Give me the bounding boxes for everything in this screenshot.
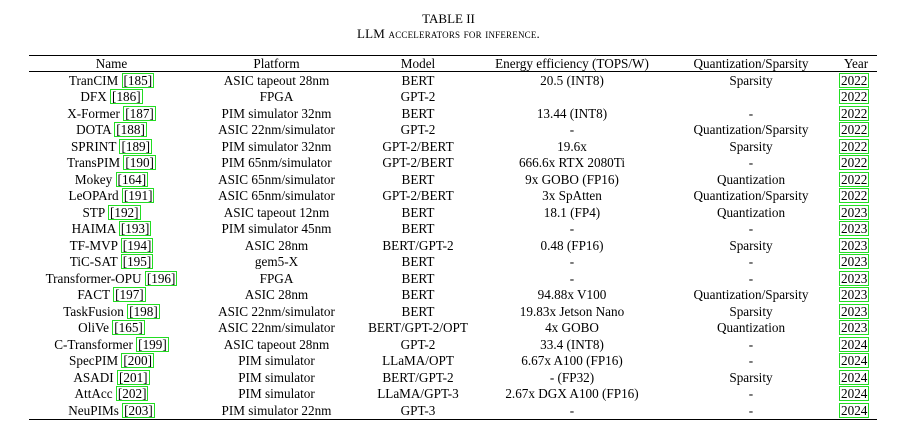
- table-row: [29, 72, 877, 89]
- cell-quantization-sparsity: -: [748, 105, 754, 121]
- citation-link[interactable]: [185]: [123, 72, 153, 88]
- cell-energy-efficiency: -: [569, 221, 575, 237]
- cell-quantization-sparsity: Sparsity: [729, 72, 773, 88]
- table-row: [29, 303, 877, 320]
- year-link[interactable]: 2022: [841, 155, 868, 171]
- cell-quantization-sparsity: Quantization: [716, 320, 786, 336]
- cell-name: [29, 287, 194, 304]
- cell-platform: ASIC 65nm/simulator: [218, 188, 335, 204]
- header-name: Name: [29, 56, 194, 72]
- table-row: [29, 254, 877, 271]
- cell-year: [835, 270, 877, 287]
- cell-energy-efficiency: 2.67x DGX A100 (FP16): [505, 386, 639, 402]
- cell-year: [835, 89, 877, 106]
- year-link[interactable]: 2023: [841, 303, 868, 319]
- cell-model: GPT-2: [400, 336, 436, 352]
- year-link[interactable]: 2024: [841, 386, 868, 402]
- year-link[interactable]: 2023: [841, 320, 868, 336]
- cell-model: GPT-2/BERT: [382, 138, 454, 154]
- accelerator-name: OliVe: [78, 320, 109, 336]
- cell-quantization-sparsity: -: [748, 336, 754, 352]
- cell-quantization-sparsity: Sparsity: [729, 369, 773, 385]
- cell-energy-efficiency: 0.48 (FP16): [540, 237, 604, 253]
- citation-link[interactable]: [202]: [117, 386, 147, 402]
- citation-link[interactable]: [195]: [122, 254, 152, 270]
- cell-model: GPT-2: [400, 122, 436, 138]
- cell-year: [835, 353, 877, 370]
- cell-energy-efficiency: 666.6x RTX 2080Ti: [518, 155, 626, 171]
- year-link[interactable]: 2022: [841, 105, 868, 121]
- cell-model: BERT/GPT-2: [382, 369, 454, 385]
- table-row: [29, 122, 877, 139]
- cell-platform: PIM simulator 22nm: [221, 402, 332, 418]
- year-link[interactable]: 2023: [841, 221, 868, 237]
- cell-name: [29, 369, 194, 386]
- year-link[interactable]: 2022: [841, 188, 868, 204]
- table-row: [29, 138, 877, 155]
- table-row: [29, 320, 877, 337]
- citation-link[interactable]: [187]: [125, 105, 154, 121]
- cell-model: BERT/GPT-2/OPT: [368, 320, 468, 336]
- accelerator-name: TiC-SAT: [69, 254, 118, 270]
- cell-year: [835, 336, 877, 353]
- cell-energy-efficiency: 19.83x Jetson Nano: [519, 303, 625, 319]
- year-link[interactable]: 2024: [841, 336, 868, 352]
- table-header-row: [29, 56, 877, 72]
- citation-link[interactable]: [199]: [138, 336, 167, 352]
- accelerator-name: TF-MVP: [69, 237, 118, 253]
- cell-name: [29, 89, 194, 106]
- cell-quantization-sparsity: -: [748, 221, 754, 237]
- year-link[interactable]: 2022: [841, 138, 868, 154]
- table-row: [29, 221, 877, 238]
- accelerator-name: TranCIM: [68, 72, 119, 88]
- accelerator-name: FACT: [77, 287, 110, 303]
- cell-model: GPT-2/BERT: [382, 188, 454, 204]
- cell-model: LLaMA/GPT-3: [377, 386, 459, 402]
- cell-quantization-sparsity: -: [748, 402, 754, 418]
- cell-energy-efficiency: -: [569, 402, 575, 418]
- cell-model: BERT: [401, 171, 435, 187]
- cell-quantization-sparsity: Sparsity: [729, 303, 773, 319]
- cell-model: GPT-2/BERT: [382, 155, 454, 171]
- year-link[interactable]: 2023: [841, 204, 868, 220]
- cell-model: LLaMA/OPT: [382, 353, 454, 369]
- table-row: [29, 287, 877, 304]
- accelerator-name: SPRINT: [70, 138, 117, 154]
- cell-platform: PIM simulator 45nm: [221, 221, 332, 237]
- table-title: LLM accelerators for inference.: [357, 26, 540, 41]
- cell-year: [835, 402, 877, 419]
- cell-year: [835, 237, 877, 254]
- cell-model: BERT: [401, 270, 435, 286]
- cell-quantization-sparsity: Quantization: [716, 204, 786, 220]
- cell-year: [835, 188, 877, 205]
- accelerator-name: X-Former: [67, 105, 120, 121]
- cell-model: BERT: [401, 72, 435, 88]
- cell-quantization-sparsity: [667, 89, 835, 106]
- cell-energy-efficiency: 94.88x V100: [537, 287, 607, 303]
- year-link[interactable]: 2022: [841, 89, 868, 105]
- citation-link[interactable]: [190]: [125, 155, 154, 171]
- cell-name: [29, 336, 194, 353]
- cell-energy-efficiency: -: [569, 270, 575, 286]
- cell-year: [835, 303, 877, 320]
- cell-quantization-sparsity: Sparsity: [729, 237, 773, 253]
- cell-energy-efficiency: - (FP32): [549, 369, 595, 385]
- citation-link[interactable]: [196]: [146, 270, 176, 286]
- year-link[interactable]: 2023: [841, 287, 868, 303]
- cell-name: [29, 237, 194, 254]
- cell-quantization-sparsity: Quantization: [716, 171, 786, 187]
- cell-model: BERT: [401, 221, 435, 237]
- cell-platform: ASIC 22nm/simulator: [218, 303, 335, 319]
- citation-link[interactable]: [192]: [109, 204, 139, 220]
- cell-name: [29, 171, 194, 188]
- cell-energy-efficiency: 33.4 (INT8): [540, 336, 604, 352]
- accelerator-name: HAIMA: [71, 221, 116, 237]
- cell-year: [835, 386, 877, 403]
- table-row: [29, 386, 877, 403]
- cell-name: [29, 254, 194, 271]
- cell-year: [835, 204, 877, 221]
- cell-year: [835, 287, 877, 304]
- header-energy-efficiency: Energy efficiency (TOPS/W): [477, 56, 667, 72]
- llm-accelerators-table: [29, 55, 877, 420]
- cell-year: [835, 122, 877, 139]
- cell-model: BERT/GPT-2: [382, 237, 454, 253]
- cell-name: [29, 138, 194, 155]
- cell-name: [29, 320, 194, 337]
- year-link[interactable]: 2024: [841, 402, 868, 418]
- citation-link[interactable]: [164]: [117, 171, 147, 187]
- cell-platform: ASIC tapeout 28nm: [223, 72, 330, 88]
- accelerator-name: SpecPIM: [69, 353, 119, 369]
- citation-link[interactable]: [193]: [120, 221, 150, 237]
- cell-year: [835, 221, 877, 238]
- cell-year: [835, 320, 877, 337]
- citation-link[interactable]: [191]: [123, 188, 153, 204]
- year-link[interactable]: 2023: [841, 254, 868, 270]
- cell-name: [29, 122, 194, 139]
- cell-platform: PIM simulator 32nm: [221, 105, 332, 121]
- cell-year: [835, 138, 877, 155]
- header-model: Model: [359, 56, 477, 72]
- cell-platform: FPGA: [259, 89, 294, 105]
- cell-platform: ASIC 28nm: [244, 287, 309, 303]
- cell-model: BERT: [401, 105, 435, 121]
- cell-model: BERT: [401, 303, 435, 319]
- year-link[interactable]: 2023: [841, 237, 868, 253]
- accelerator-name: TaskFusion: [63, 303, 124, 319]
- cell-platform: ASIC tapeout 12nm: [223, 204, 330, 220]
- header-year: Year: [835, 56, 877, 72]
- table-row: [29, 89, 877, 106]
- cell-name: [29, 386, 194, 403]
- cell-quantization-sparsity: Quantization/Sparsity: [693, 188, 809, 204]
- cell-name: [29, 188, 194, 205]
- citation-link[interactable]: [197]: [115, 287, 144, 303]
- cell-energy-efficiency: 9x GOBO (FP16): [525, 171, 619, 187]
- header-quantization-sparsity: Quantization/Sparsity: [667, 56, 835, 72]
- cell-platform: PIM simulator 32nm: [221, 138, 332, 154]
- citation-link[interactable]: [186]: [112, 89, 141, 105]
- cell-name: [29, 221, 194, 238]
- cell-name: [29, 303, 194, 320]
- cell-year: [835, 72, 877, 89]
- cell-quantization-sparsity: -: [748, 155, 754, 171]
- table-row: [29, 237, 877, 254]
- accelerator-name: Transformer-OPU: [45, 270, 142, 286]
- cell-model: GPT-3: [400, 402, 436, 418]
- cell-platform: ASIC 22nm/simulator: [218, 320, 335, 336]
- year-link[interactable]: 2024: [841, 353, 868, 369]
- cell-year: [835, 155, 877, 172]
- cell-year: [835, 254, 877, 271]
- accelerator-name: AttAcc: [74, 386, 113, 402]
- cell-platform: gem5-X: [254, 254, 299, 270]
- cell-energy-efficiency: 4x GOBO: [545, 320, 599, 336]
- cell-platform: PIM simulator: [238, 386, 315, 402]
- cell-platform: PIM simulator: [238, 353, 315, 369]
- citation-link[interactable]: [188]: [116, 122, 145, 138]
- accelerator-name: LeOPArd: [68, 188, 119, 204]
- year-link[interactable]: 2022: [841, 72, 868, 88]
- cell-model: GPT-2: [400, 89, 436, 105]
- accelerator-name: DOTA: [76, 122, 111, 138]
- cell-name: [29, 72, 194, 89]
- table-row: [29, 204, 877, 221]
- table-row: [29, 353, 877, 370]
- cell-name: [29, 204, 194, 221]
- cell-quantization-sparsity: -: [748, 353, 754, 369]
- table-body: [29, 72, 877, 420]
- cell-energy-efficiency: 3x SpAtten: [542, 188, 602, 204]
- citation-link[interactable]: [200]: [123, 353, 152, 369]
- cell-energy-efficiency: 19.6x: [557, 138, 587, 154]
- cell-platform: PIM 65nm/simulator: [221, 155, 332, 171]
- cell-name: [29, 155, 194, 172]
- table-row: [29, 188, 877, 205]
- cell-quantization-sparsity: Sparsity: [729, 138, 773, 154]
- citation-link[interactable]: [189]: [121, 138, 151, 154]
- cell-energy-efficiency: 13.44 (INT8): [536, 105, 608, 121]
- table-row: [29, 270, 877, 287]
- cell-name: [29, 353, 194, 370]
- table-row: [29, 336, 877, 353]
- cell-energy-efficiency: 6.67x A100 (FP16): [521, 353, 623, 369]
- year-link[interactable]: 2022: [841, 171, 868, 187]
- accelerator-name: STP: [82, 204, 105, 220]
- cell-model: BERT: [401, 287, 435, 303]
- cell-model: BERT: [401, 204, 435, 220]
- citation-link[interactable]: [201]: [119, 369, 148, 385]
- cell-platform: ASIC 65nm/simulator: [218, 171, 335, 187]
- table-row: [29, 369, 877, 386]
- citation-link[interactable]: [203]: [124, 402, 153, 418]
- cell-name: [29, 270, 194, 287]
- year-link[interactable]: 2022: [841, 122, 868, 138]
- cell-quantization-sparsity: -: [748, 270, 754, 286]
- cell-platform: ASIC tapeout 28nm: [223, 336, 330, 352]
- citation-link[interactable]: [198]: [129, 303, 158, 319]
- year-link[interactable]: 2023: [841, 270, 868, 286]
- accelerator-name: Mokey: [74, 171, 113, 187]
- cell-quantization-sparsity: -: [748, 254, 754, 270]
- accelerator-name: C-Transformer: [54, 336, 133, 352]
- accelerator-name: DFX: [80, 89, 107, 105]
- cell-model: BERT: [401, 254, 435, 270]
- table-row: [29, 105, 877, 122]
- citation-link[interactable]: [165]: [114, 320, 143, 336]
- cell-energy-efficiency: 20.5 (INT8): [540, 72, 604, 88]
- cell-quantization-sparsity: Quantization/Sparsity: [693, 287, 809, 303]
- table-row: [29, 155, 877, 172]
- cell-energy-efficiency: [477, 89, 667, 106]
- table-label: TABLE II: [422, 11, 475, 26]
- cell-year: [835, 171, 877, 188]
- cell-platform: PIM simulator: [238, 369, 315, 385]
- cell-platform: FPGA: [259, 270, 294, 286]
- cell-quantization-sparsity: Quantization/Sparsity: [693, 122, 809, 138]
- cell-platform: ASIC 22nm/simulator: [218, 122, 335, 138]
- accelerator-name: ASADI: [73, 369, 114, 385]
- table-row: [29, 402, 877, 419]
- cell-quantization-sparsity: -: [748, 386, 754, 402]
- cell-platform: ASIC 28nm: [244, 237, 309, 253]
- cell-energy-efficiency: 18.1 (FP4): [543, 204, 601, 220]
- cell-energy-efficiency: -: [569, 122, 575, 138]
- cell-year: [835, 105, 877, 122]
- table-row: [29, 171, 877, 188]
- accelerator-name: TransPIM: [67, 155, 121, 171]
- cell-name: [29, 402, 194, 419]
- cell-energy-efficiency: -: [569, 254, 575, 270]
- citation-link[interactable]: [194]: [122, 237, 152, 253]
- accelerator-name: NeuPIMs: [68, 402, 119, 418]
- cell-name: [29, 105, 194, 122]
- year-link[interactable]: 2024: [841, 369, 868, 385]
- header-platform: Platform: [194, 56, 359, 72]
- cell-year: [835, 369, 877, 386]
